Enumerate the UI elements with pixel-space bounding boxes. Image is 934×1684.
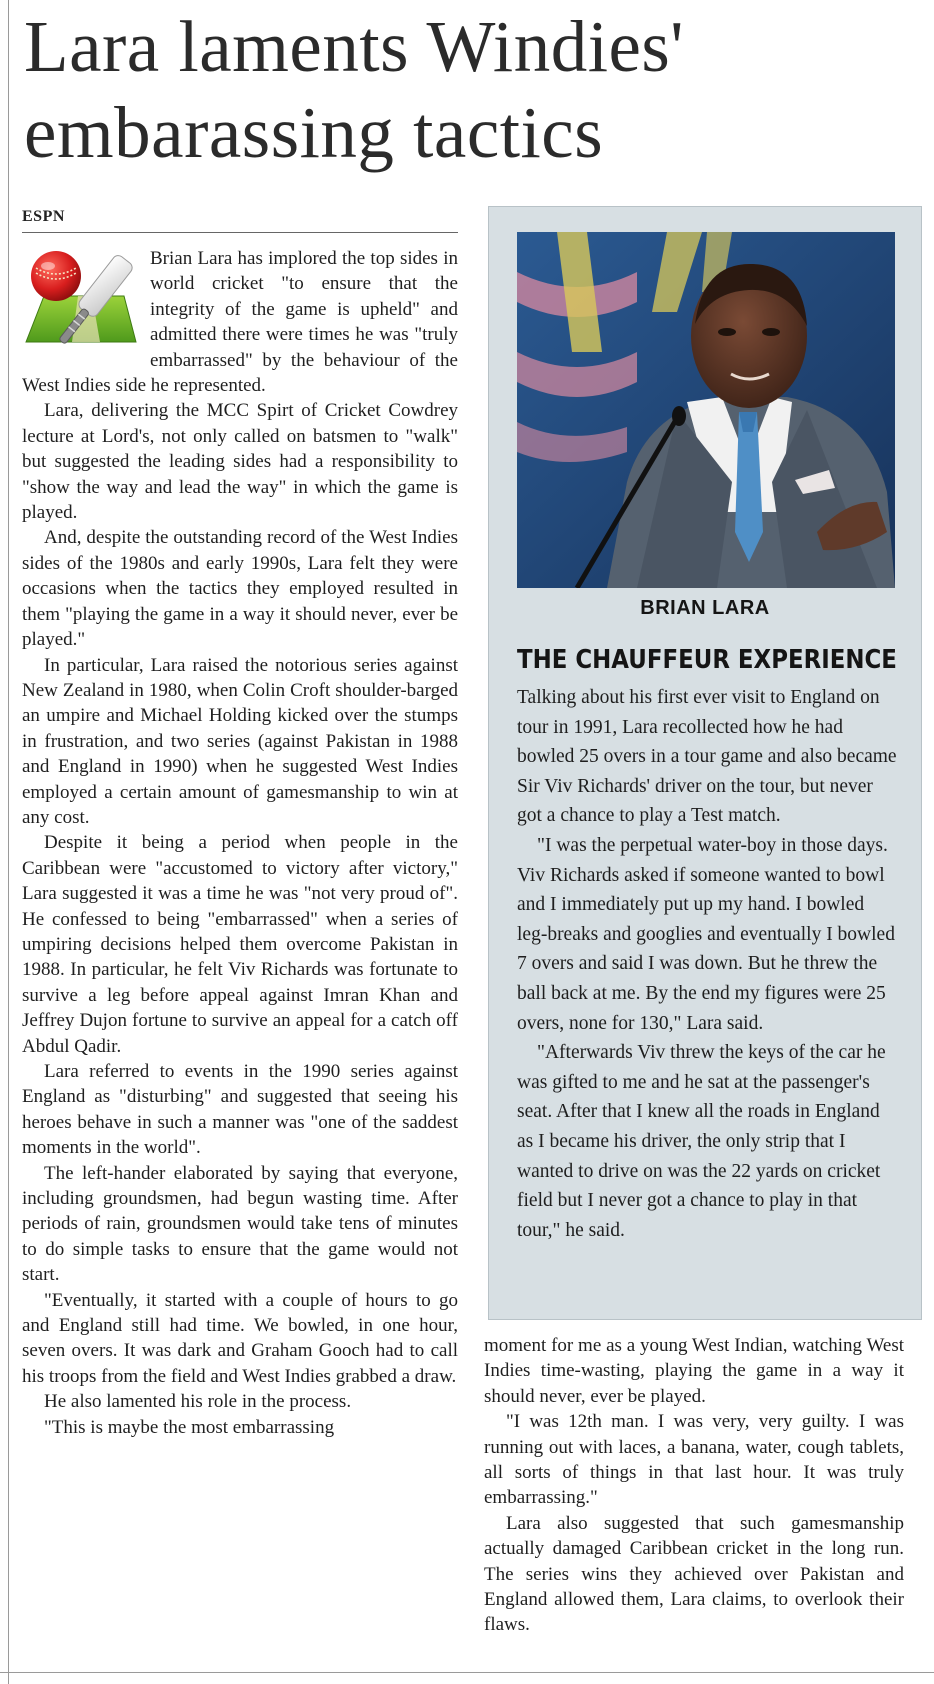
article-paragraph: Lara referred to events in the 1990 series against England as "disturbing" and suggested that seeing his heroes behave in such a manner was "one of the saddest moments in the world". (22, 1061, 458, 1159)
source-divider (22, 232, 458, 233)
article-paragraph: "This is maybe the most embarrassing (44, 1416, 335, 1438)
article-paragraph: "Eventually, it started with a couple of hours to go and England still had time. We bowled, in one hour, seven overs. It was dark and Graham Gooch had to call his troops from the field and West Indies grabbed a draw. (22, 1289, 458, 1387)
article-column-left (22, 246, 458, 1440)
headline-line-2: embarassing tactics (24, 92, 604, 173)
article-paragraph: He also lamented his role in the process. (44, 1391, 352, 1413)
article-paragraph: Lara, delivering the MCC Spirt of Cricket Cowdrey lecture at Lord's, not only called on batsmen to "walk" but suggested the leading sides had a responsibility to "show the way and lead the way" in which the game is played. (22, 400, 458, 524)
page-bottom-rule (0, 1672, 934, 1673)
article-paragraph: Despite it being a period when people in the Caribbean were "accustomed to victory after victory," Lara suggested it was a time he was "not very proud of". He confessed to being "embarrassed" when a series of umpiring decisions helped them overcome Pakistan in 1988. In particular, he felt Viv Richards was fortunate to survive a leg before appeal against Imran Khan and Jeffrey Dujon fortune to survive an appeal for a catch off Abdul Qadir. (22, 832, 458, 1057)
sidebar-title: THE CHAUFFEUR EXPERIENCE (517, 645, 897, 675)
sidebar-body (517, 683, 897, 1245)
headline-line-1: Lara laments Windies' (24, 6, 684, 87)
article-paragraph: In particular, Lara raised the notorious series against New Zealand in 1980, when Colin Croft shoulder-barged an umpire and Michael Holding kicked over the stumps in frustration, and two series (against Pakistan in 1988 and England in 1990) when he suggested West Indies employed a certain amount of gamesmanship to win at any cost. (22, 654, 458, 828)
sidebar-paragraph: "Afterwards Viv threw the keys of the car he was gifted to me and he sat at the passenger's seat. After that I knew all the roads in England as I became his driver, the only strip that I wanted to drive on was the 22 yards on cricket field but I never got a chance to play in that tour," he said. (517, 1042, 886, 1241)
photo-caption: BRIAN LARA (640, 597, 770, 619)
sidebar-paragraph: Talking about his first ever visit to England on tour in 1991, Lara recollected how he had bowled 25 overs in a tour game and also became Sir Viv Richards' driver on the tour, but never got a chance to play a Test match. (517, 687, 897, 827)
article-paragraph: Lara also suggested that such gamesmanship actually damaged Caribbean cricket in the long run. The series wins they achieved over Pakistan and England allowed them, Lara claims, to overlook their flaws. (484, 1512, 904, 1636)
article-paragraph: Brian Lara has implored the top sides in world cricket "to ensure that the integrity of the game is upheld" and admitted there were times he was "truly embarrassed" by the behaviour of the West Indies side he represented. (22, 248, 458, 397)
source-credit: ESPN (22, 208, 65, 225)
article-paragraph: And, despite the outstanding record of the West Indies sides of the 1980s and early 1990s, Lara felt they were occasions when the tactics they employed resulted in them "playing the game in a way it should never, ever be played." (22, 527, 458, 651)
cricket-ball-bat-icon (22, 246, 140, 360)
page-left-rule (8, 0, 9, 1684)
headline (24, 4, 904, 176)
sidebar-box (488, 206, 922, 1320)
article-column-right (484, 1333, 904, 1638)
article-paragraph: "I was 12th man. I was very, very guilty. I was running out with laces, a banana, water, cough tablets, all sorts of things in that last hour. It was truly embarrassing." (484, 1411, 904, 1509)
article-paragraph: moment for me as a young West Indian, watching West Indies time-wasting, playing the game in a way it should never, ever be played. (484, 1335, 904, 1407)
sidebar-paragraph: "I was the perpetual water-boy in those days. Viv Richards asked if someone wanted to bowl and I immediately put up my hand. I bowled leg-breaks and googlies and eventually I bowled 7 overs and said I was down. But he threw the ball back at me. By the end my figures were 25 overs, none for 130," Lara said. (517, 834, 895, 1034)
brian-lara-photo (517, 232, 895, 588)
article-paragraph: The left-hander elaborated by saying that everyone, including groundsmen, had begun wasting time. After periods of rain, groundsmen would take tens of minutes to do simple tasks to ensure that the game would not start. (22, 1162, 458, 1286)
